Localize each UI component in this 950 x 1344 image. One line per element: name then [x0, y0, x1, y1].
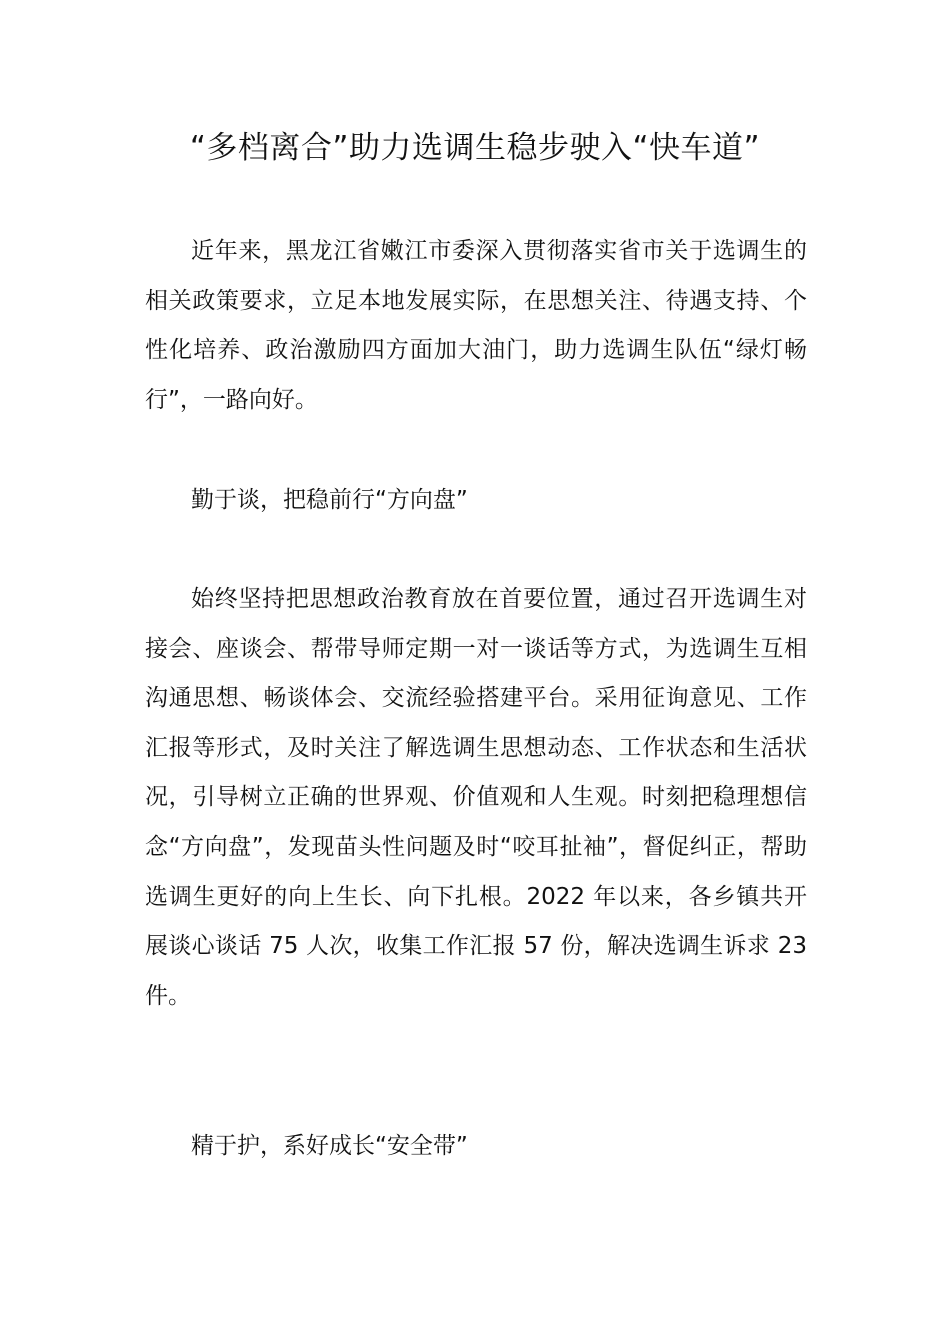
document-title: “多档离合”助力选调生稳步驶入“快车道”: [189, 130, 761, 166]
section-body-talk: 始终坚持把思想政治教育放在首要位置，通过召开选调生对接会、座谈会、帮带导师定期一对一谈话等方式，为选调生互相沟通思想、畅谈体会、交流经验搭建平台。采用征询意见、工作汇报等形式，及时关注了解选调生思想动态、工作状态和生活状况，引导树立正确的世界观、价值观和人生观。时刻把稳理想信念“方向盘”，发现苗头性问题及时“咬耳扯袖”，督促纠正，帮助选调生更好的向上生长、向下扎根。2022 年以来，各乡镇共开展谈心谈话 75 人次，收集工作汇报 57 份，解决选调生诉求 23 件。: [145, 586, 807, 1009]
section-heading-protect: 精于护，系好成长“安全带”: [191, 1133, 468, 1159]
intro-paragraph: 近年来，黑龙江省嫩江市委深入贯彻落实省市关于选调生的相关政策要求，立足本地发展实际，在思想关注、待遇支持、个性化培养、政治激励四方面加大油门，助力选调生队伍“绿灯畅行”，一路向好。: [145, 238, 807, 413]
section-heading-talk: 勤于谈，把稳前行“方向盘”: [191, 487, 468, 513]
